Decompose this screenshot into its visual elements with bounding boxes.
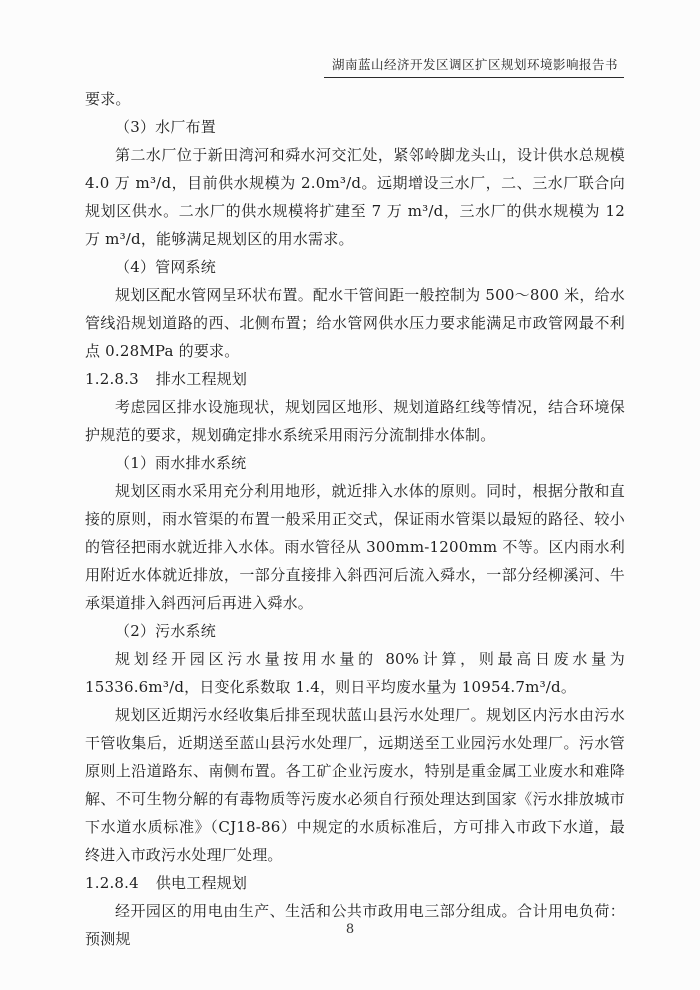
section-title: 供电工程规划 [155, 874, 248, 892]
body-paragraph-rainwater: 规划区雨水采用充分利用地形，就近排入水体的原则。同时，根据分散和直接的原则，雨水管渠的布置一般采用正交式，保证雨水管渠以最短的路径、较小的管径把雨水就近排入水体。雨水管径从 300mm-1200mm 不等。区内雨水利用附近水体就近排放，一部分直接排入斜西河后流入舜水，一部分经柳溪河、牛承渠道排入斜西河后再进入舜水。 [85, 482, 625, 612]
section-title: 排水工程规划 [155, 370, 248, 388]
page-number: 8 [345, 922, 355, 937]
section-number: 1.2.8.3 [85, 370, 139, 388]
subheading-pipe-network: （4）管网系统 [115, 258, 216, 276]
section-number: 1.2.8.4 [85, 874, 139, 892]
subheading-rainwater-system: （1）雨水排水系统 [115, 454, 247, 472]
page-footer [0, 918, 700, 937]
subheading-sewage-system: （2）污水系统 [115, 622, 216, 640]
paragraph-continuation: 要求。 [85, 90, 131, 108]
subheading-water-plant-layout: （3）水厂布置 [115, 118, 216, 136]
body-paragraph-pipe-network: 规划区配水管网呈环状布置。配水干管间距一般控制为 500～800 米，给水管线沿规划道路的西、北侧布置；给水管网供水压力要求能满足市政管网最不利点 0.28MPa 的要求。 [85, 286, 625, 360]
report-title: 湖南蓝山经济开发区调区扩区规划环境影响报告书 [324, 55, 624, 78]
section-heading-drainage-plan [85, 365, 625, 393]
body-paragraph-sewage-treatment: 规划区近期污水经收集后排至现状蓝山县污水处理厂。规划区内污水由污水干管收集后，近期送至蓝山县污水处理厂，远期送至工业园污水处理厂。污水管原则上沿道路东、南侧布置。各工矿企业污废水，特别是重金属工业废水和难降解、不可生物分解的有毒物质等污废水必须自行预处理达到国家《污水排放城市下水道水质标准》（CJ18-86）中规定的水质标准后，方可排入市政下水道，最终进入市政污水处理厂处理。 [85, 706, 625, 864]
body-paragraph-power-supply: 经开园区的用电由生产、生活和公共市政用电三部分组成。合计用电负荷：预测规 [85, 902, 625, 948]
body-paragraph-drainage-system: 考虑园区排水设施现状，规划园区地形、规划道路红线等情况，结合环境保护规范的要求，规划确定排水系统采用雨污分流制排水体制。 [85, 398, 625, 444]
document-body [85, 85, 625, 953]
page-header [324, 54, 624, 78]
body-paragraph-sewage-volume: 规划经开园区污水量按用水量的 80%计算，则最高日废水量为 15336.6m³/d，日变化系数取 1.4，则日平均废水量为 10954.7m³/d。 [85, 650, 625, 696]
section-heading-power-plan [85, 869, 625, 897]
body-paragraph-water-plant: 第二水厂位于新田湾河和舜水河交汇处，紧邻岭脚龙头山，设计供水总规模 4.0 万 m³/d，目前供水规模为 2.0m³/d。远期增设三水厂，二、三水厂联合向规划区供水。二水厂的供水规模将扩建至 7 万 m³/d，三水厂的供水规模为 12 万 m³/d，能够满足规划区的用水需求。 [85, 146, 625, 248]
